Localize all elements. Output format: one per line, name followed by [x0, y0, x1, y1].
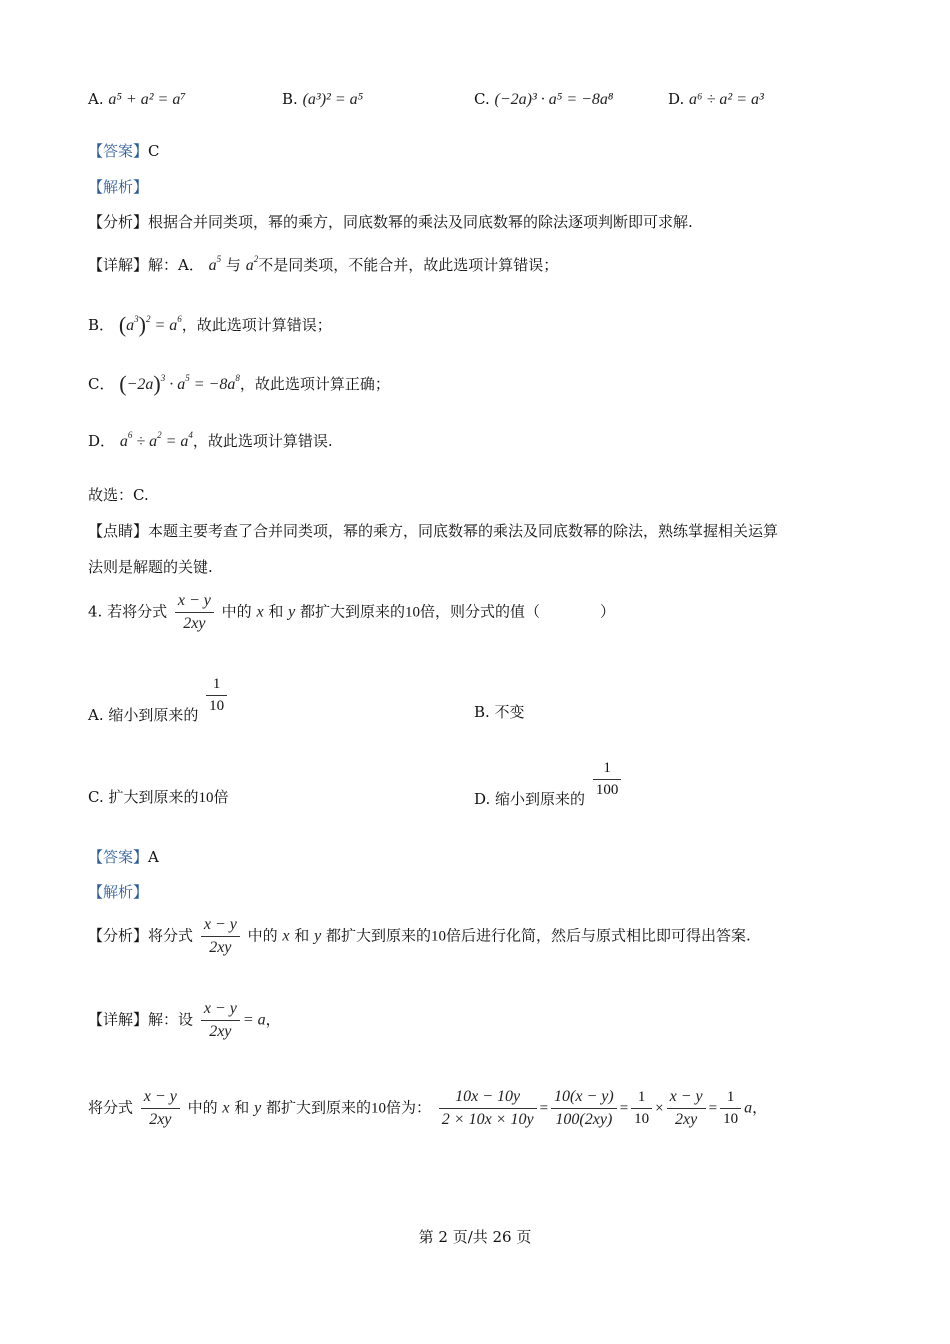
q3-detail-c: [88, 371, 390, 397]
fraction-denominator: 10: [723, 1111, 739, 1127]
expr-fraction-1: [439, 1088, 537, 1129]
detail-c-expr: $(-2a)^3 \cdot a^5 = -8a^8$: [119, 371, 240, 396]
detail-prefix: 解：A．: [148, 256, 204, 274]
fenxi-tag: 【分析】: [88, 213, 149, 231]
q3-choose: 故选：C.: [88, 486, 149, 504]
q4-stem-mid1: 中的: [221, 602, 252, 621]
fenxi-and: 和: [294, 926, 310, 945]
q4-option-a-fraction: [206, 676, 227, 715]
q4-option-c-ten: 10: [198, 790, 214, 806]
detail-eq: = a: [242, 1011, 266, 1029]
fraction-numerator: 10(x − y): [551, 1088, 617, 1109]
term-a2: $a^2$: [245, 254, 259, 274]
fraction-denominator: 2xy: [209, 1023, 232, 1040]
q3-analysis: [88, 176, 148, 197]
q4-option-c-text: C. 扩大到原来的: [88, 788, 199, 806]
answer-value: C: [148, 142, 160, 160]
last-mid: 中的: [187, 1098, 218, 1117]
q4-stem-prefix: 4. 若将分式: [88, 602, 168, 621]
equals-sign: =: [539, 1100, 549, 1117]
var-y: y: [254, 1099, 262, 1117]
q3-option-c-expr: (−2a)³ · a⁵ = −8a⁸: [494, 91, 614, 108]
detail-c-label: C．: [88, 375, 115, 393]
detail-c-tail: ，故此选项计算正确；: [239, 375, 390, 393]
q3-option-d: [668, 90, 764, 109]
fenxi-tail: 倍后进行化简，然后与原式相比即可得出答案.: [445, 926, 751, 945]
q4-stem-tail: 倍，则分式的值（ ）: [420, 602, 616, 621]
detail-d-label: D．: [88, 432, 116, 450]
fraction-denominator: 2xy: [209, 939, 232, 956]
var-x: x: [222, 1099, 230, 1117]
fraction-denominator: 10: [209, 698, 225, 714]
detail-b-expr: $(a^3)^2 = a^6$: [118, 312, 182, 337]
fraction-denominator: 10: [634, 1111, 650, 1127]
q3-detail-a: [88, 254, 558, 275]
fenxi-prefix: 将分式: [148, 926, 194, 945]
last-prefix: 将分式: [88, 1098, 134, 1117]
detail-b-label: B．: [88, 316, 115, 334]
expr-fraction-3: [631, 1089, 652, 1128]
q3-option-d-expr: a⁶ ÷ a² = a³: [689, 91, 764, 108]
dianjing-tag: 【点睛】: [88, 522, 149, 540]
fraction-numerator: 1: [206, 676, 227, 696]
fraction-numerator: 1: [720, 1089, 741, 1109]
fraction-denominator: 2 × 10x × 10y: [441, 1111, 534, 1128]
q4-detail: [88, 1000, 281, 1041]
q4-option-a-text: A. 缩小到原来的: [88, 706, 199, 724]
detail-d-tail: ，故此选项计算错误.: [192, 432, 333, 450]
term-a5: $a^5$: [208, 254, 222, 274]
fenxi-mid2: 都扩大到原来的: [325, 926, 431, 945]
dianjing-text: 本题主要考查了合并同类项，幂的乘方，同底数幂的乘法及同底数幂的除法，熟练掌握相关运算: [148, 522, 779, 540]
ten: 10: [370, 1100, 386, 1117]
detail-tag: 【详解】: [88, 256, 149, 274]
fraction-numerator: 1: [593, 760, 622, 780]
fraction-denominator: 2xy: [183, 615, 206, 632]
q3-options-row: [88, 90, 186, 109]
fraction-numerator: x − y: [201, 1000, 240, 1021]
fraction-denominator: 2xy: [149, 1111, 172, 1128]
q4-fraction: [175, 592, 214, 633]
q3-option-a-expr: a⁵ + a² = a⁷: [108, 91, 186, 108]
ten: 10: [405, 604, 421, 621]
fenxi-tag: 【分析】: [88, 926, 149, 945]
var-y: y: [288, 603, 296, 621]
answer-tag: 【答案】: [88, 142, 149, 160]
q3-option-b-label: B.: [282, 90, 298, 108]
var-x: x: [256, 603, 264, 621]
q3-answer: [88, 140, 160, 161]
expr-tail-a: a: [744, 1099, 753, 1117]
q4-option-d: [474, 760, 624, 809]
fraction-numerator: x − y: [667, 1088, 706, 1109]
detail-d-expr: $a^6 \div a^2 = a^4$: [119, 430, 193, 450]
q4-answer: [88, 846, 159, 867]
last-and: 和: [234, 1098, 250, 1117]
equals-sign: =: [708, 1100, 718, 1117]
expr-fraction-2: [551, 1088, 617, 1129]
q3-option-c: [474, 90, 613, 109]
fraction-numerator: 1: [631, 1089, 652, 1109]
end-comma: ，: [752, 1098, 768, 1117]
q4-option-d-fraction: [593, 760, 622, 799]
q3-detail-d: [88, 430, 333, 451]
q3-option-b-expr: (a³)² = a⁵: [302, 91, 364, 108]
q4-option-b: B. 不变: [474, 703, 525, 721]
var-x: x: [282, 927, 290, 945]
fraction-denominator: 100(2xy): [555, 1111, 613, 1128]
q3-option-c-label: C.: [474, 90, 490, 108]
q4-stem: [88, 592, 615, 633]
fenxi-text: 根据合并同类项，幂的乘方，同底数幂的乘法及同底数幂的除法逐项判断即可求解.: [148, 213, 693, 231]
expr-fraction-5: [720, 1089, 741, 1128]
q3-dianjing: [88, 520, 778, 541]
q4-option-a: [88, 676, 230, 725]
q3-dianjing-cont: 法则是解题的关键.: [88, 558, 213, 576]
q4-option-c-tail: 倍: [213, 788, 229, 806]
detail-tag: 【详解】: [88, 1010, 149, 1029]
fraction-numerator: 10x − 10y: [439, 1088, 537, 1109]
last-mid2: 都扩大到原来的: [265, 1098, 371, 1117]
last-tail: 倍为：: [385, 1098, 431, 1117]
q3-detail-b: [88, 312, 332, 338]
last-fraction: [141, 1088, 180, 1129]
answer-value: A: [148, 848, 159, 866]
expr-fraction-4: [667, 1088, 706, 1129]
fenxi-mid: 中的: [247, 926, 278, 945]
detail-a-tail: 不是同类项，不能合并，故此选项计算错误；: [258, 256, 559, 274]
analysis-tag: 【解析】: [88, 883, 149, 901]
q4-stem-mid3: 都扩大到原来的: [300, 602, 406, 621]
equals-sign: =: [619, 1100, 629, 1117]
q3-option-a-label: A.: [88, 90, 104, 108]
detail-fraction: [201, 1000, 240, 1041]
analysis-tag: 【解析】: [88, 178, 149, 196]
q3-option-b: [282, 90, 363, 109]
times-sign: ×: [655, 1100, 664, 1117]
fenxi-fraction: [201, 916, 240, 957]
var-y: y: [314, 927, 322, 945]
fraction-numerator: x − y: [175, 592, 214, 613]
fraction-numerator: x − y: [201, 916, 240, 937]
page-footer: 第 2 页/共 26 页: [418, 1228, 532, 1246]
detail-a-mid: 与: [225, 256, 241, 274]
q4-option-c: [88, 786, 229, 807]
ten: 10: [430, 928, 446, 945]
q3-option-d-label: D.: [668, 90, 685, 108]
q4-last-line: [88, 1088, 767, 1129]
q4-fenxi: [88, 916, 751, 957]
q4-option-d-text: D. 缩小到原来的: [474, 790, 586, 808]
fraction-denominator: 2xy: [675, 1111, 698, 1128]
detail-prefix: 解：设: [148, 1010, 194, 1029]
q4-stem-mid2: 和: [268, 602, 284, 621]
fraction-numerator: x − y: [141, 1088, 180, 1109]
fraction-denominator: 100: [595, 782, 619, 798]
detail-comma: ，: [265, 1010, 281, 1029]
answer-tag: 【答案】: [88, 848, 149, 866]
detail-b-tail: ，故此选项计算错误；: [181, 316, 332, 334]
q3-fenxi: [88, 211, 693, 232]
q4-analysis: [88, 881, 148, 902]
